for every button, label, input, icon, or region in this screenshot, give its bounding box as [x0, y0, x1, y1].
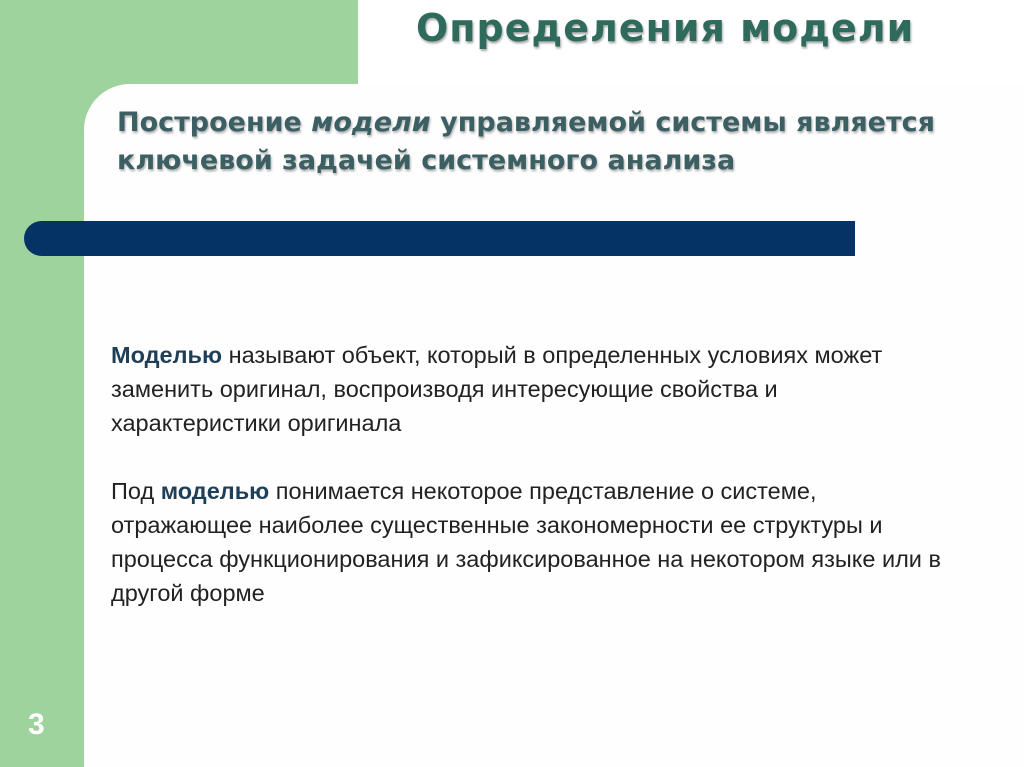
subtitle-emphasis: модели [311, 107, 431, 138]
green-sidebar [0, 0, 84, 767]
divider-bar [24, 221, 855, 256]
definition-paragraph-2 [111, 474, 941, 610]
definition-text-1: называют объект, который в определенных условиях может заменить оригинал, воспроизводя интересующие свойства и характеристики оригинала [111, 342, 883, 436]
definition-paragraph-1 [111, 338, 941, 440]
slide-subtitle [117, 104, 997, 180]
slide-title: Определения модели [416, 6, 915, 50]
page-number: 3 [28, 708, 45, 741]
definition-text-2: понимается некоторое представление о системе, отражающее наиболее существенные закономерности ее структуры и процесса функционирования и зафиксированное на некотором языке или в другой форме [111, 478, 941, 606]
definition-prefix-2: Под [111, 478, 161, 504]
definition-term-1: Моделью [111, 342, 223, 368]
subtitle-part1: Построение [117, 107, 312, 138]
subtitle-part2: управляемой системы является ключевой задачей системного анализа [117, 107, 935, 176]
definition-term-2: моделью [160, 478, 270, 504]
